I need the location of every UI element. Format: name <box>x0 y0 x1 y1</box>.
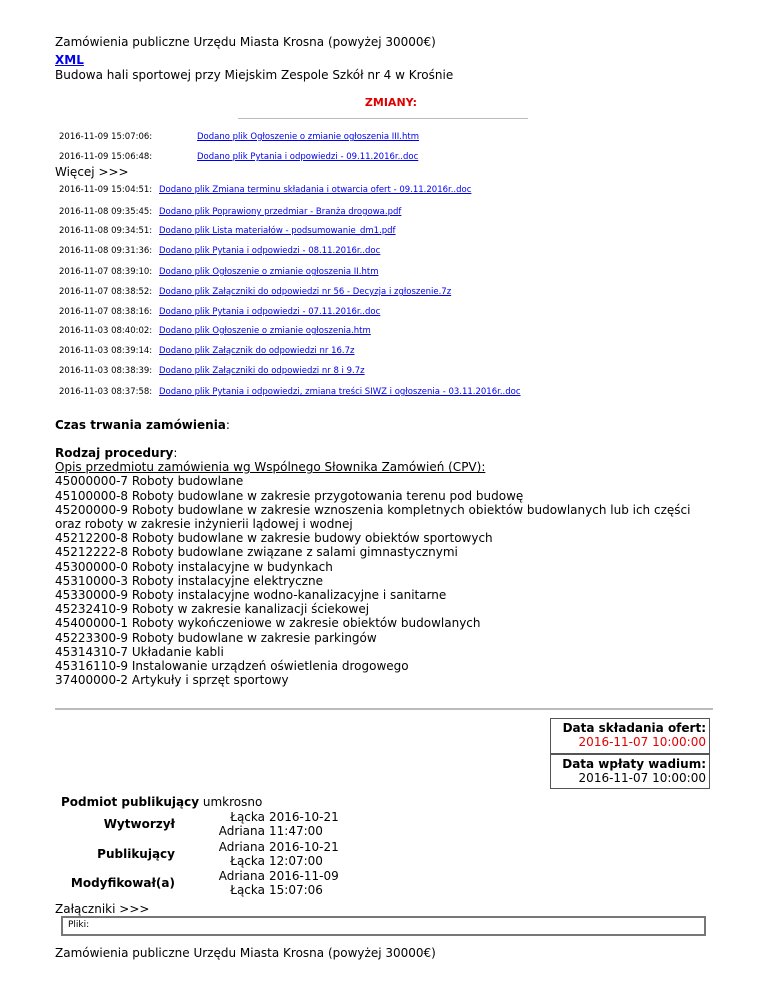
meta-timestamp <box>265 810 339 838</box>
page-title: Zamówienia publiczne Urzędu Miasta Krosna (powyżej 30000€) <box>55 35 436 49</box>
procedure-section <box>55 446 695 687</box>
meta-time: 11:47:00 <box>269 824 323 838</box>
change-row <box>59 246 380 256</box>
meta-person: Adriana Łącka <box>218 869 265 897</box>
change-date: 2016-11-09 15:04:51: <box>59 185 153 195</box>
change-row <box>59 132 419 142</box>
meta-timestamp <box>265 869 339 897</box>
change-link[interactable]: Dodano plik Ogłoszenie o zmianie ogłoszenia III.htm <box>197 132 419 142</box>
meta-timestamp <box>265 840 339 868</box>
tender-subtitle: Budowa hali sportowej przy Miejskim Zespole Szkół nr 4 w Krośnie <box>55 68 454 82</box>
meta-time: 15:07:06 <box>269 883 323 897</box>
duration-label: Czas trwania zamówienia <box>55 418 226 432</box>
cpv-item: 45100000-8 Roboty budowlane w zakresie przygotowania terenu pod budowę <box>55 488 524 503</box>
meta-date: 2016-10-21 <box>269 840 339 854</box>
footer-title: Zamówienia publiczne Urzędu Miasta Krosna (powyżej 30000€) <box>55 946 436 960</box>
offer-deadline-box <box>550 718 710 754</box>
attachments-box <box>61 916 706 936</box>
change-date: 2016-11-08 09:35:45: <box>59 207 153 217</box>
files-label: Pliki: <box>68 920 90 930</box>
procedure-label: Rodzaj procedury <box>55 446 174 460</box>
change-link[interactable]: Dodano plik Pytania i odpowiedzi - 09.11.2016r..doc <box>197 152 419 162</box>
publisher-row <box>61 795 262 809</box>
publisher-value: umkrosno <box>202 795 263 809</box>
change-link[interactable]: Dodano plik Ogłoszenie o zmianie ogłoszenia.htm <box>159 326 371 336</box>
changes-heading: ZMIANY: <box>364 96 418 109</box>
change-row <box>59 326 371 336</box>
meta-key: Wytworzył <box>103 817 175 831</box>
procedure-type: Rodzaj procedury: <box>55 446 178 460</box>
meta-key: Publikujący <box>97 847 175 861</box>
change-row <box>59 287 451 297</box>
change-date: 2016-11-03 08:37:58: <box>59 387 153 397</box>
change-date: 2016-11-07 08:39:10: <box>59 267 153 277</box>
change-row <box>59 307 380 317</box>
change-link[interactable]: Dodano plik Pytania i odpowiedzi - 08.11.2016r..doc <box>159 246 381 256</box>
offer-deadline-value: 2016-11-07 10:00:00 <box>578 735 706 749</box>
change-date: 2016-11-08 09:34:51: <box>59 226 153 236</box>
deposit-date-value: 2016-11-07 10:00:00 <box>578 771 706 785</box>
cpv-heading: Opis przedmiotu zamówienia wg Wspólnego Słownika Zamówień (CPV): <box>55 460 486 475</box>
duration-field: Czas trwania zamówienia: <box>55 418 230 432</box>
change-date: 2016-11-08 09:31:36: <box>59 246 153 256</box>
cpv-item: 45400000-1 Roboty wykończeniowe w zakresie obiektów budowlanych <box>55 616 481 631</box>
change-row <box>59 267 379 277</box>
change-date: 2016-11-07 08:38:52: <box>59 287 153 297</box>
cpv-item: 45223300-9 Roboty budowlane w zakresie parkingów <box>55 630 377 645</box>
change-date: 2016-11-03 08:40:02: <box>59 326 153 336</box>
section-divider <box>55 708 713 710</box>
offer-deadline-label: Data składania ofert: <box>562 721 706 735</box>
cpv-item: 45232410-9 Roboty w zakresie kanalizacji ściekowej <box>55 602 370 617</box>
meta-person: Adriana Łącka <box>218 840 265 868</box>
meta-person: Łącka Adriana <box>218 810 265 838</box>
deposit-date-label: Data wpłaty wadium: <box>562 757 706 771</box>
change-date: 2016-11-03 08:38:39: <box>59 366 153 376</box>
change-date: 2016-11-09 15:06:48: <box>59 152 153 162</box>
change-row <box>59 207 401 217</box>
change-link[interactable]: Dodano plik Załącznik do odpowiedzi nr 16.7z <box>159 346 355 356</box>
change-row <box>59 226 396 236</box>
change-link[interactable]: Dodano plik Lista materiałów - podsumowanie_dm1.pdf <box>159 226 396 236</box>
change-date: 2016-11-09 15:07:06: <box>59 132 153 142</box>
cpv-item: 45212200-8 Roboty budowlane w zakresie budowy obiektów sportowych <box>55 531 493 546</box>
meta-row-modified <box>55 869 339 897</box>
more-changes-toggle[interactable]: Więcej >>> <box>55 165 129 179</box>
deposit-date-box <box>550 754 710 789</box>
cpv-item: 45200000-9 Roboty budowlane w zakresie wznoszenia kompletnych obiektów budowlanych lub ich części oraz roboty w zakresie inżynierii lądowej i wodnej <box>55 502 691 532</box>
cpv-item: 45314310-7 Układanie kabli <box>55 644 224 659</box>
change-date: 2016-11-07 08:38:16: <box>59 307 153 317</box>
change-link[interactable]: Dodano plik Poprawiony przedmiar - Branża drogowa.pdf <box>159 207 402 217</box>
change-date: 2016-11-03 08:39:14: <box>59 346 153 356</box>
change-row <box>59 366 365 376</box>
meta-date: 2016-10-21 <box>269 810 339 824</box>
attachments-toggle[interactable]: Załączniki >>> <box>55 902 150 916</box>
cpv-item: 45000000-7 Roboty budowlane <box>55 474 244 489</box>
change-link[interactable]: Dodano plik Zmiana terminu składania i otwarcia ofert - 09.11.2016r..doc <box>159 185 472 195</box>
meta-time: 12:07:00 <box>269 854 323 868</box>
change-row <box>59 346 354 356</box>
xml-link[interactable]: XML <box>55 53 84 67</box>
change-row <box>59 152 418 162</box>
cpv-item: 45310000-3 Roboty instalacyjne elektryczne <box>55 573 324 588</box>
publisher-label: Podmiot publikujący <box>61 795 200 809</box>
meta-key: Modyfikował(a) <box>70 876 175 890</box>
change-link[interactable]: Dodano plik Pytania i odpowiedzi - 07.11.2016r..doc <box>159 307 381 317</box>
changes-divider <box>238 118 528 119</box>
cpv-item: 45316110-9 Instalowanie urządzeń oświetlenia drogowego <box>55 659 409 674</box>
meta-date: 2016-11-09 <box>269 869 339 883</box>
change-link[interactable]: Dodano plik Ogłoszenie o zmianie ogłoszenia II.htm <box>159 267 379 277</box>
cpv-item: 45212222-8 Roboty budowlane związane z salami gimnastycznymi <box>55 545 458 560</box>
cpv-item: 37400000-2 Artykuły i sprzęt sportowy <box>55 673 289 688</box>
change-link[interactable]: Dodano plik Załączniki do odpowiedzi nr 8 i 9.7z <box>159 366 365 376</box>
change-link[interactable]: Dodano plik Załączniki do odpowiedzi nr 56 - Decyzja i zgłoszenie.7z <box>159 287 452 297</box>
meta-row-published <box>55 840 339 868</box>
meta-row-created <box>55 810 339 838</box>
cpv-item: 45330000-9 Roboty instalacyjne wodno-kanalizacyjne i sanitarne <box>55 588 447 603</box>
change-row <box>59 185 471 195</box>
cpv-item: 45300000-0 Roboty instalacyjne w budynkach <box>55 559 333 574</box>
change-link[interactable]: Dodano plik Pytania i odpowiedzi, zmiana treści SIWZ i ogłoszenia - 03.11.2016r..doc <box>159 387 521 397</box>
change-row <box>59 387 521 397</box>
